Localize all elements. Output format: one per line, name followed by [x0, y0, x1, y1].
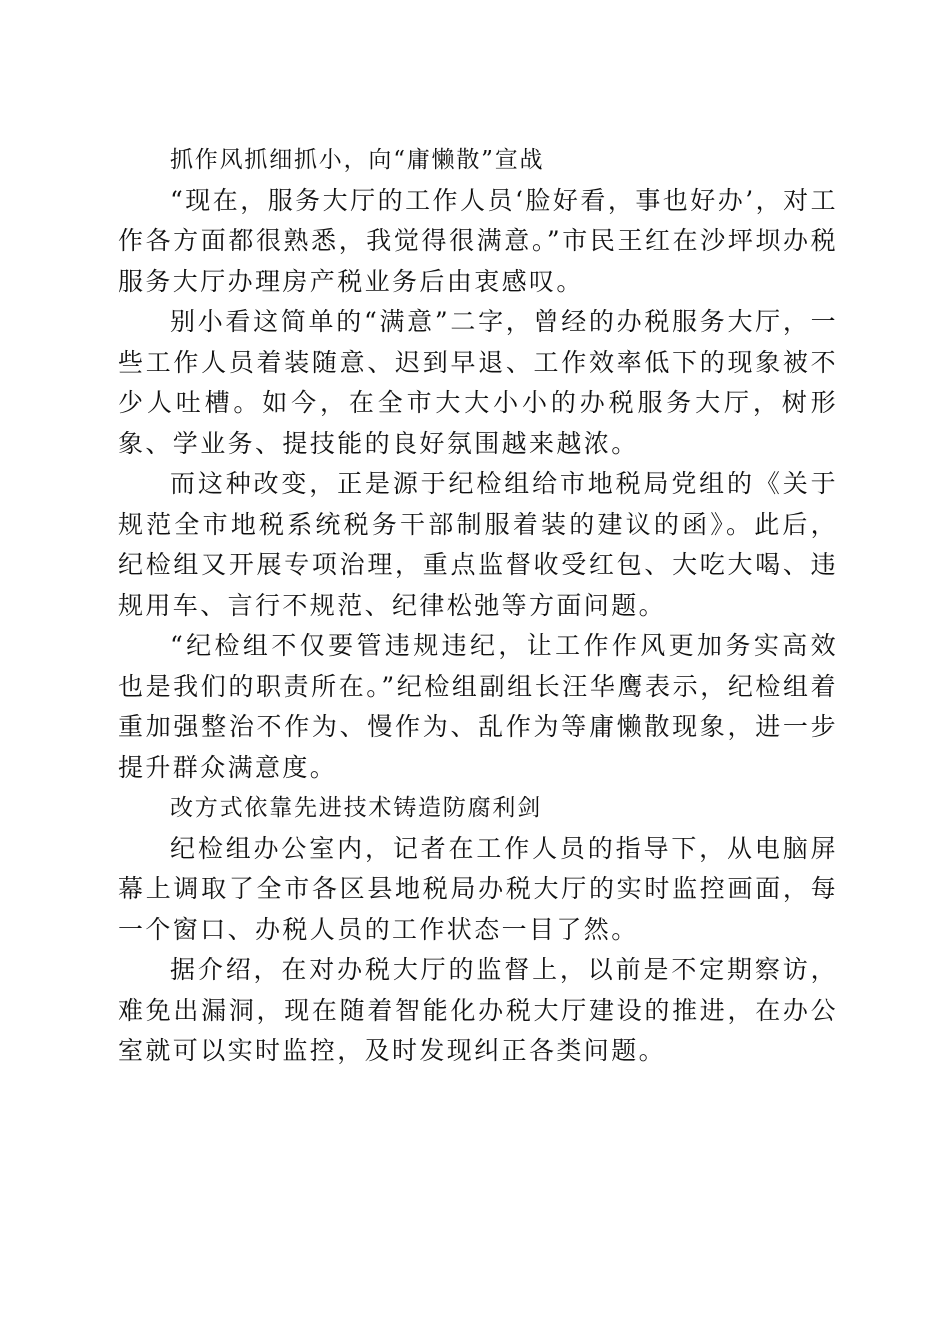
paragraph-2: 别小看这简单的“满意”二字，曾经的办税服务大厅，一些工作人员着装随意、迟到早退、工作效率低下的现象被不少人吐槽。如今，在全市大大小小的办税服务大厅，树形象、学业务、提技能的良好氛围越来越浓。 — [118, 307, 838, 458]
section-heading-1: 抓作风抓细抓小，向“庸懒散”宣战 — [170, 147, 545, 173]
paragraph-3: 而这种改变，正是源于纪检组给市地税局党组的《关于规范全市地税系统税务干部制服着装的建议的函》。此后，纪检组又开展专项治理，重点监督收受红包、大吃大喝、违规用车、言行不规范、纪律松弛等方面问题。 — [118, 469, 838, 620]
article-body — [118, 140, 838, 1072]
section-heading-2: 改方式依靠先进技术铸造防腐利剑 — [170, 795, 542, 821]
paragraph-6: 据介绍，在对办税大厅的监督上，以前是不定期察访，难免出漏洞，现在随着智能化办税大厅建设的推进，在办公室就可以实时监控，及时发现纠正各类问题。 — [118, 955, 838, 1065]
paragraph-5: 纪检组办公室内，记者在工作人员的指导下，从电脑屏幕上调取了全市各区县地税局办税大厅的实时监控画面，每一个窗口、办税人员的工作状态一目了然。 — [118, 833, 838, 944]
paragraph-1: “现在，服务大厅的工作人员‘脸好看，事也好办’，对工作各方面都很熟悉，我觉得很满意。”市民王红在沙坪坝办税服务大厅办理房产税业务后由衷感叹。 — [118, 185, 838, 296]
paragraph-4: “纪检组不仅要管违规违纪，让工作作风更加务实高效也是我们的职责所在。”纪检组副组长汪华鹰表示，纪检组着重加强整治不作为、慢作为、乱作为等庸懒散现象，进一步提升群众满意度。 — [118, 631, 838, 782]
